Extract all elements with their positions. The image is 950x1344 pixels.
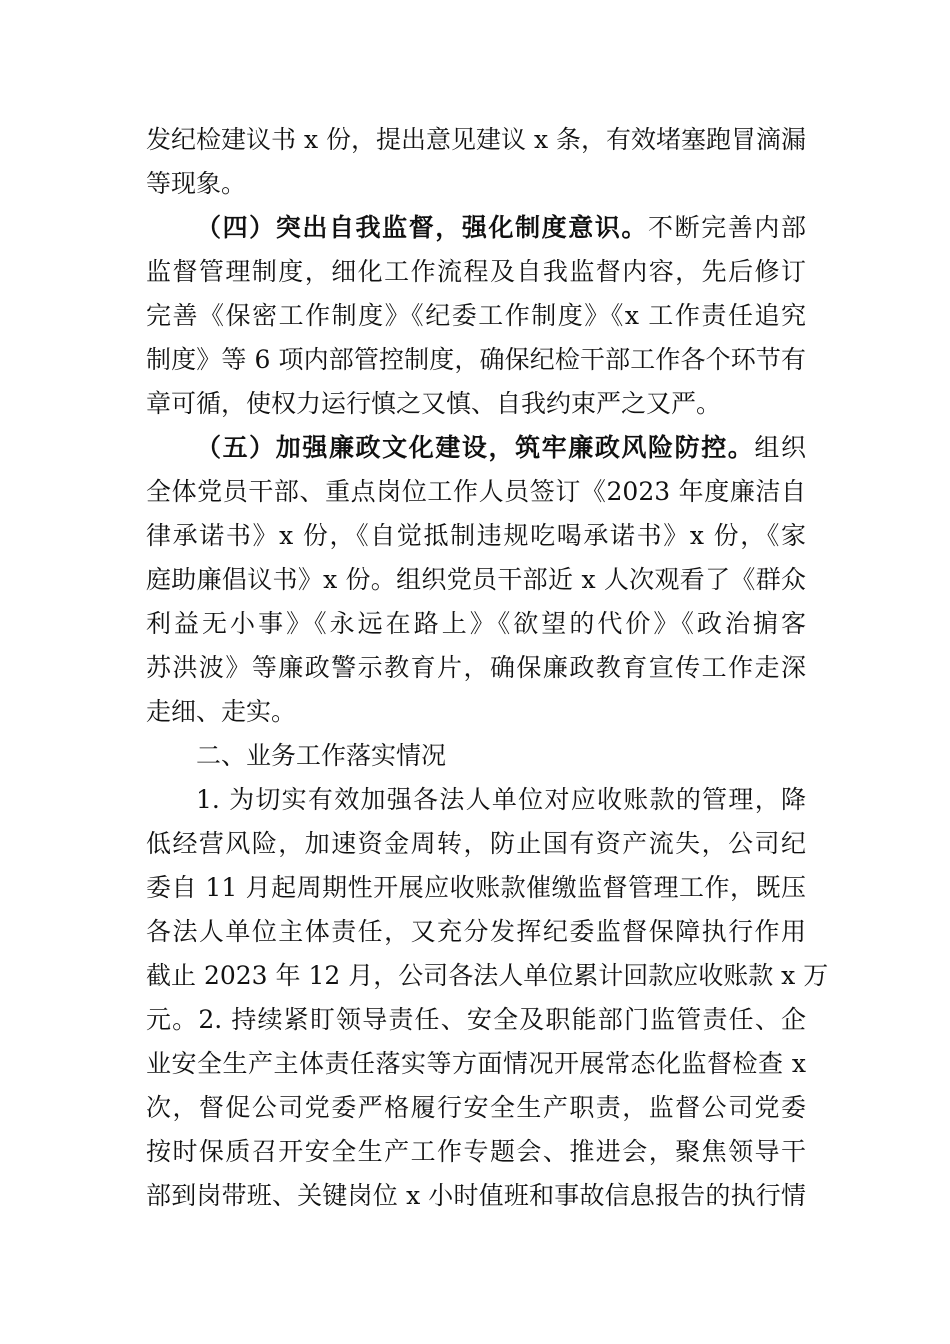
text-line: 委自 11 月起周期性开展应收账款催缴监督管理工作，既压 bbox=[146, 873, 806, 902]
text-line: 次，督促公司党委严格履行安全生产职责，监督公司党委 bbox=[146, 1093, 806, 1122]
section-heading-5: （五）加强廉政文化建设，筑牢廉政风险防控。 bbox=[196, 433, 755, 462]
paragraph-first-line bbox=[196, 426, 806, 470]
text-line: 元。2. 持续紧盯领导责任、安全及职能部门监管责任、企 bbox=[146, 1005, 806, 1034]
text-line: 等现象。 bbox=[146, 169, 247, 198]
text-line: 章可循，使权力运行慎之又慎、自我约束严之又严。 bbox=[146, 389, 722, 418]
text-line: 截止 2023 年 12 月，公司各法人单位累计回款应收账款 x 万 bbox=[146, 961, 829, 990]
text-line: 部到岗带班、关键岗位 x 小时值班和事故信息报告的执行情 bbox=[146, 1181, 806, 1210]
text-line: 走细、走实。 bbox=[146, 697, 297, 726]
text-run: 不断完善内部 bbox=[648, 213, 806, 242]
text-run: 组织 bbox=[754, 433, 806, 462]
text-line: 发纪检建议书 x 份，提出意见建议 x 条，有效堵塞跑冒滴漏 bbox=[146, 125, 806, 154]
text-line: 按时保质召开安全生产工作专题会、推进会，聚焦领导干 bbox=[146, 1137, 806, 1166]
paragraph-first-line bbox=[196, 206, 806, 250]
text-line: 利益无小事》《永远在路上》《欲望的代价》《政治掮客 bbox=[146, 609, 806, 638]
paragraph-first-line: 1. 为切实有效加强各法人单位对应收账款的管理，降 bbox=[196, 785, 806, 814]
text-line: 低经营风险，加速资金周转，防止国有资产流失，公司纪 bbox=[146, 829, 806, 858]
text-line: 监督管理制度，细化工作流程及自我监督内容，先后修订 bbox=[146, 257, 806, 286]
text-line: 庭助廉倡议书》x 份。组织党员干部近 x 人次观看了《群众 bbox=[146, 565, 806, 594]
text-line: 各法人单位主体责任，又充分发挥纪委监督保障执行作用 bbox=[146, 917, 806, 946]
section-title: 二、业务工作落实情况 bbox=[196, 741, 447, 770]
text-line: 业安全生产主体责任落实等方面情况开展常态化监督检查 x bbox=[146, 1049, 806, 1078]
text-line: 苏洪波》等廉政警示教育片，确保廉政教育宣传工作走深 bbox=[146, 653, 806, 682]
text-line: 制度》等 6 项内部管控制度，确保纪检干部工作各个环节有 bbox=[146, 345, 806, 374]
text-line: 全体党员干部、重点岗位工作人员签订《2023 年度廉洁自 bbox=[146, 477, 806, 506]
section-heading-4: （四）突出自我监督，强化制度意识。 bbox=[196, 213, 649, 242]
text-line: 律承诺书》x 份，《自觉抵制违规吃喝承诺书》x 份，《家 bbox=[146, 521, 806, 550]
text-line: 完善《保密工作制度》《纪委工作制度》《x 工作责任追究 bbox=[146, 301, 806, 330]
